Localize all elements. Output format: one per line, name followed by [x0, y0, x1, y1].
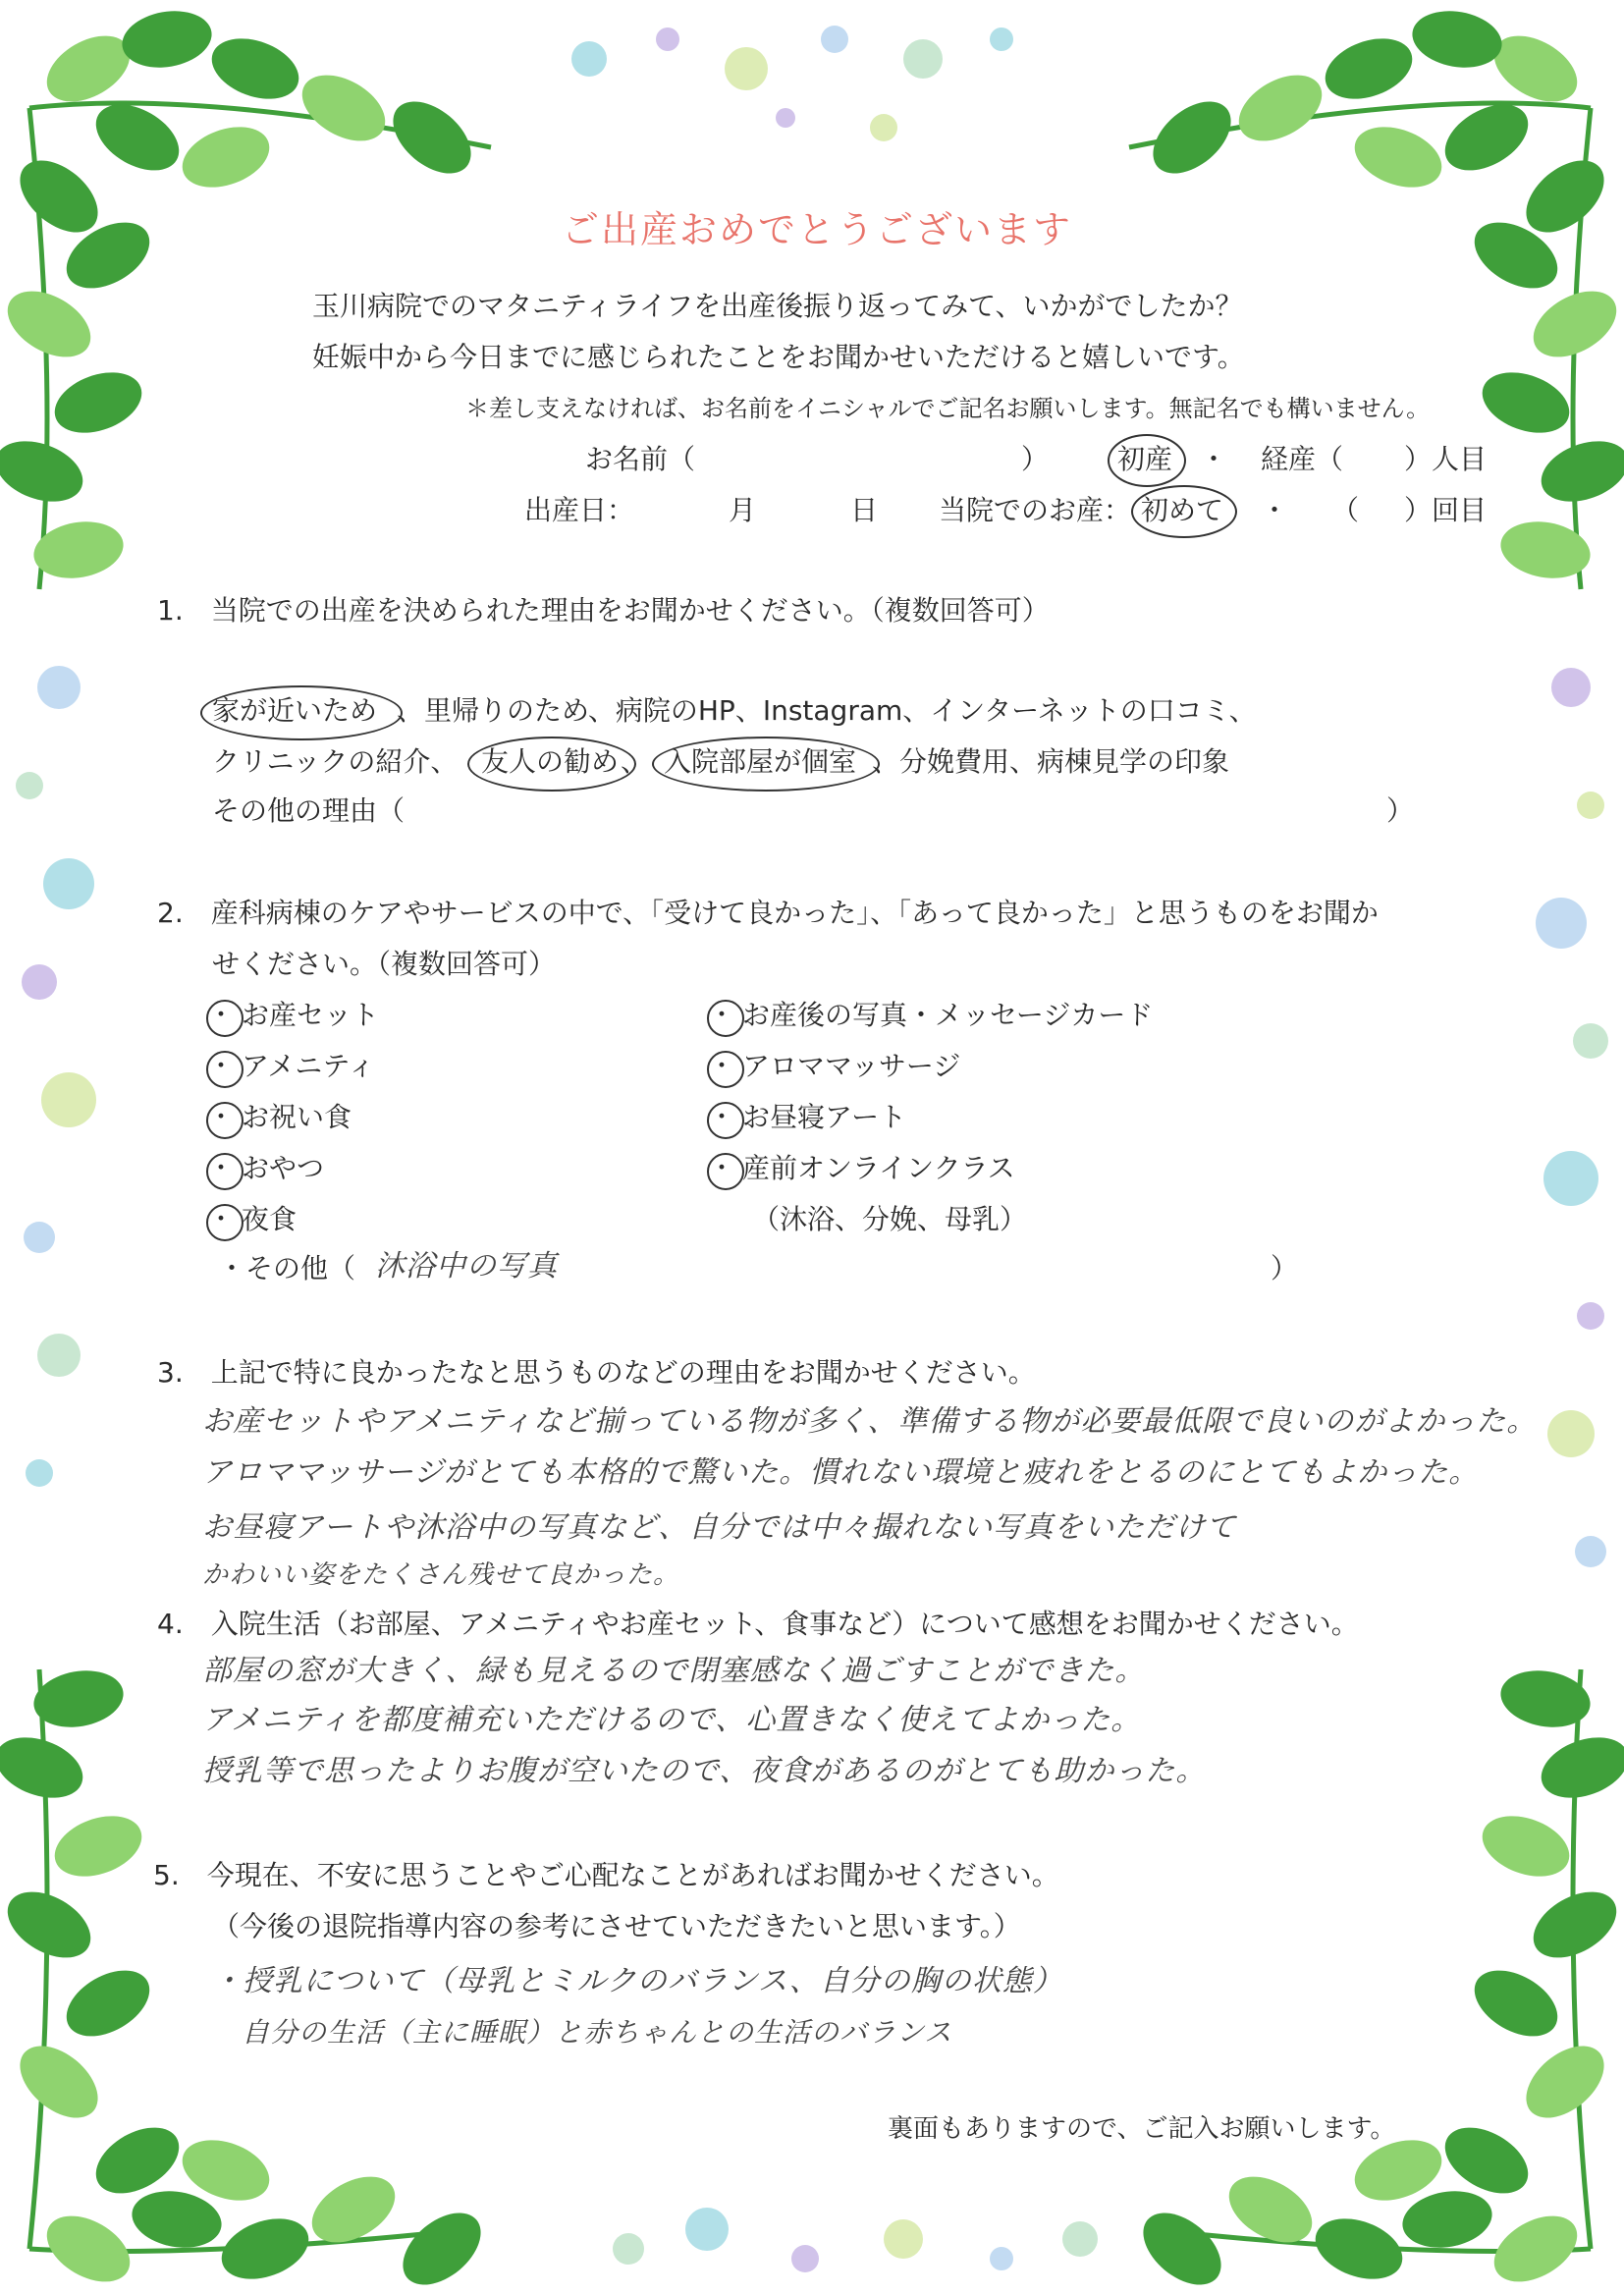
q1-option-private-room: 入院部屋が個室 [664, 745, 857, 778]
leaf-shape [1474, 361, 1578, 444]
decor-dot [1575, 1536, 1606, 1567]
q2-other-close: ） [1271, 1252, 1299, 1284]
decor-dot [571, 41, 607, 77]
leaf-shape [1130, 2199, 1234, 2295]
q1-sep: 、 [621, 745, 649, 778]
first-time-option: 初めて [1141, 494, 1224, 526]
birthday-label: 出産日： [524, 494, 635, 526]
option-bullet: ・ [208, 1001, 235, 1030]
q1-option-near-home: 家が近いため [212, 694, 378, 727]
name-close: ） [1021, 443, 1050, 475]
decor-dot [37, 666, 81, 709]
decor-dot [1547, 1410, 1595, 1457]
q1-option-clinic: クリニックの紹介、 [212, 745, 459, 778]
q5-answer-line: 自分の生活（主に睡眠）と赤ちゃんとの生活のバランス [242, 2016, 953, 2049]
option-bullet: ・ [709, 1052, 735, 1081]
option-bullet: ・ [709, 1103, 735, 1132]
question-2-line2: せください。（複数回答可） [212, 948, 557, 980]
q1-options-line1: 、里帰りのため、病院のHP、Instagram、インターネットの口コミ、 [397, 694, 1257, 727]
first-birth-option: 初産 [1117, 443, 1173, 475]
count-close: ）回目 [1404, 494, 1488, 526]
decor-dot [26, 1459, 53, 1487]
q2-option: 夜食 [242, 1203, 298, 1235]
leaf-shape [213, 2208, 317, 2290]
leaf-shape [1474, 1805, 1578, 1887]
leaf-shape [118, 4, 216, 74]
leaf-shape [7, 2032, 111, 2132]
intro-text-1: 玉川病院でのマタニティライフを出産後振り返ってみて、いかがでしたか？ [312, 290, 1243, 322]
q4-answer-line: 授乳等で思ったよりお腹が空いたので、夜食があるのがとても助かった。 [202, 1754, 1207, 1788]
decor-dot [1577, 1302, 1604, 1330]
q3-answer-line: かわいい姿をたくさん残せて良かった。 [202, 1560, 680, 1590]
option-bullet: ・ [208, 1205, 235, 1234]
q3-answer-line: お昼寝アートや沐浴中の写真など、自分では中々撮れない写真をいただけて [202, 1510, 1237, 1545]
month-label: 月 [729, 494, 757, 526]
option-bullet: ・ [208, 1052, 235, 1081]
question-2-line1: 2. 産科病棟のケアやサービスの中で、「受けて良かった」、「あって良かった」と思うものをお聞か [157, 897, 1379, 929]
decor-dot [1062, 2221, 1098, 2257]
page-title: ご出産おめでとうございます [562, 208, 1073, 251]
decor-dot [41, 1072, 96, 1127]
q1-other-close: ） [1386, 794, 1415, 827]
decor-dot [725, 47, 768, 90]
decor-dot [613, 2233, 644, 2265]
decor-dot [37, 1334, 81, 1377]
leaf-shape [1227, 62, 1333, 154]
leaf-shape [390, 2199, 494, 2295]
multi-birth-close: ）人目 [1404, 443, 1488, 475]
question-3: 3. 上記で特に良かったなと思うものなどの理由をお聞かせください。 [157, 1356, 1036, 1389]
leaf-shape [1408, 4, 1506, 74]
decor-dot [791, 2245, 819, 2272]
initials-note: ＊差し支えなければ、お名前をイニシャルでご記名お願いします。無記名でも構いません。 [465, 395, 1431, 422]
decor-dot [870, 114, 897, 141]
leaf-shape [35, 2203, 141, 2295]
footer-note: 裏面もありますので、ご記入お願いします。 [888, 2114, 1396, 2144]
decor-dot [1536, 898, 1587, 949]
leaf-shape [0, 1879, 102, 1971]
q2-right-sub: （沐浴、分娩、母乳） [752, 1203, 1028, 1235]
leaf-shape [291, 62, 397, 154]
q2-other-label: ・その他（ [218, 1252, 356, 1284]
q5-answer-line: ・授乳について（母乳とミルクのバランス、自分の胸の状態） [212, 1964, 1063, 1998]
decor-dot [24, 1222, 55, 1253]
q1-other-label: その他の理由（ [212, 794, 406, 827]
decor-dot [43, 858, 94, 909]
q2-option: アロママッサージ [742, 1050, 961, 1082]
decor-dot [884, 2219, 923, 2259]
q1-option-friend: 友人の勧め [481, 745, 620, 778]
decor-dot [16, 772, 43, 799]
q2-other-value: 沐浴中の写真 [375, 1249, 558, 1284]
leaf-shape [1140, 87, 1244, 188]
q1-options-line2: 、分娩費用、病棟見学の印象 [872, 745, 1230, 778]
leaf-shape [55, 1957, 161, 2049]
question-5-sub: （今後の退院指導内容の参考にさせていただきたいと思います。） [212, 1910, 1021, 1942]
leaf-shape [1483, 2203, 1589, 2295]
q3-answer-line: アロママッサージがとても本格的で驚いた。慣れない環境と疲れをとるのにとてもよかった。 [202, 1455, 1480, 1490]
leaf-shape [1307, 2208, 1411, 2290]
option-bullet: ・ [709, 1154, 735, 1183]
leaf-shape [203, 27, 307, 110]
q2-option: お祝い食 [242, 1101, 352, 1133]
decor-dot [656, 27, 679, 51]
leaf-shape [128, 2184, 226, 2254]
option-bullet: ・ [709, 1001, 735, 1030]
q3-answer-line: お産セットやアメニティなど揃っている物が多く、準備する物が必要最低限で良いのがよかった。 [202, 1404, 1538, 1439]
option-bullet: ・ [208, 1154, 235, 1183]
multi-birth-option: 経産（ [1261, 443, 1344, 475]
decor-dot [1573, 1023, 1608, 1059]
q2-option: おやつ [242, 1152, 325, 1184]
decor-dot [990, 27, 1013, 51]
q2-option: アメニティ [242, 1050, 376, 1082]
question-1: 1. 当院での出産を決められた理由をお聞かせください。（複数回答可） [157, 594, 1050, 627]
bullet: ・ [1200, 443, 1228, 475]
leaf-shape [1317, 27, 1421, 110]
leaf-shape [46, 361, 150, 444]
decor-dot [776, 108, 795, 128]
decor-dot [1543, 1151, 1598, 1206]
leaf-shape [1533, 430, 1624, 513]
decor-dot [1577, 792, 1604, 819]
decor-dot [990, 2247, 1013, 2270]
count-open: （ [1331, 494, 1360, 526]
leaf-shape [174, 116, 278, 198]
question-5: 5. 今現在、不安に思うことやご心配なことがあればお聞かせください。 [153, 1859, 1059, 1891]
hospital-birth-label: 当院でのお産： [939, 494, 1132, 526]
q2-option: 産前オンラインクラス [742, 1152, 1015, 1184]
name-label: お名前（ [585, 443, 696, 475]
intro-text-2: 妊娠中から今日までに感じられたことをお聞かせいただけると嬉しいです。 [312, 341, 1245, 373]
option-bullet: ・ [208, 1103, 235, 1132]
q2-option: お産セット [242, 999, 380, 1031]
decor-dot [685, 2208, 729, 2251]
decor-dot [903, 39, 943, 79]
decor-dot [22, 964, 57, 1000]
leaf-shape [0, 278, 102, 370]
q2-option: お昼寝アート [742, 1101, 907, 1133]
question-4: 4. 入院生活（お部屋、アメニティやお産セット、食事など）について感想をお聞かせください。 [157, 1608, 1359, 1640]
leaf-shape [1463, 1957, 1569, 2049]
q4-answer-line: アメニティを都度補充いただけるので、心置きなく使えてよかった。 [202, 1703, 1142, 1737]
q4-answer-line: 部屋の窓が大きく、緑も見えるので閉塞感なく過ごすことができた。 [202, 1654, 1146, 1688]
leaf-shape [1513, 2032, 1617, 2132]
leaf-shape [1346, 116, 1450, 198]
leaf-shape [380, 87, 484, 188]
decor-dot [821, 26, 848, 53]
leaf-shape [1398, 2184, 1496, 2254]
day-label: 日 [850, 494, 879, 526]
q2-option: お産後の写真・メッセージカード [742, 999, 1154, 1031]
bullet: ・ [1261, 494, 1289, 526]
leaf-shape [46, 1805, 150, 1887]
decor-dot [1551, 668, 1591, 707]
